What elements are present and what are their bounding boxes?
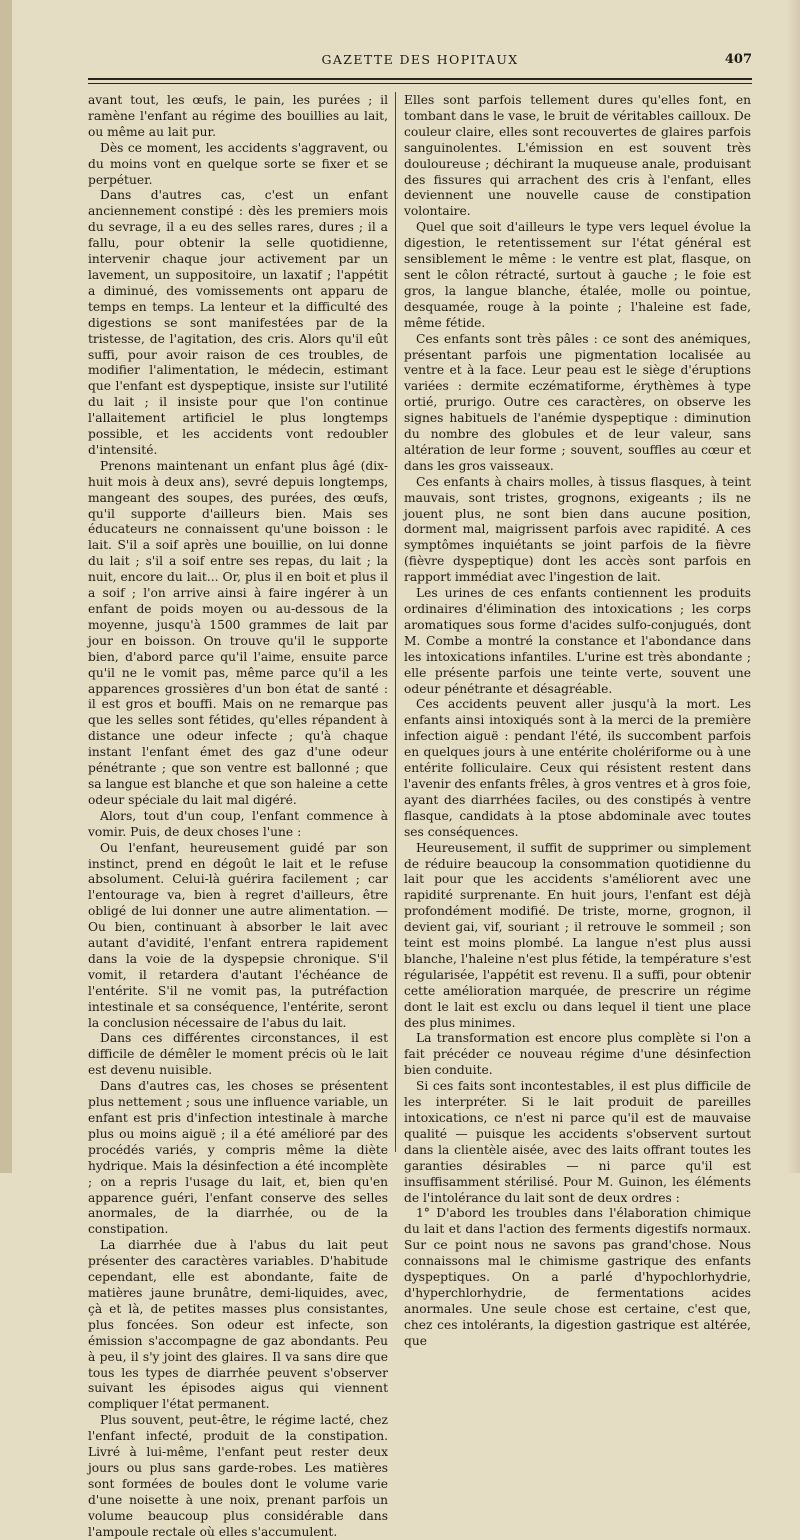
paragraph: Ces accidents peuvent aller jusqu'à la mort. Les enfants ainsi intoxiqués sont à la merci de la première infection aiguë : pendant l'été, ils succombent parfois en quelques jours à une entérite cholériforme ou à une entérite folliculaire. Ceux qui résistent restent dans l'avenir des enfants frêles, à gros ventres et à gros foie, ayant des diarrhées faciles, ou des constipés à ventre flasque, candidats à la ptose abdominale avec toutes ses conséquences.	[404, 697, 751, 839]
binding-edge	[0, 0, 12, 1173]
paragraph: Heureusement, il suffit de supprimer ou simplement de réduire beaucoup la consommation quotidienne du lait pour que les accidents s'améliorent avec une rapidité surprenante. En huit jours, l'enfant est déjà profondément modifié. De triste, morne, grognon, il devient gai, vif, souriant ; il retrouve le sommeil ; son teint est moins plombé. La langue n'est plus aussi blanche, l'haleine n'est plus fétide, la température s'est régularisée, l'appétit est revenu. Il a suffi, pour obtenir cette amélioration marquée, de prescrire un régime dont le lait est exclu ou dans lequel il tient une place des plus minimes.	[404, 840, 751, 1030]
header-rule-thick	[88, 78, 752, 80]
paragraph: Elles sont parfois tellement dures qu'elles font, en tombant dans le vase, le bruit de véritables cailloux. De couleur claire, elles sont recouvertes de glaires parfois sanguinolentes. L'émission en est souvent très douloureuse ; déchirant la muqueuse anale, produisant des fissures qui arrachent des cris à l'enfant, elles deviennent une nouvelle cause de constipation volontaire.	[404, 93, 751, 219]
running-title: GAZETTE DES HOPITAUX	[321, 52, 519, 67]
column-divider	[395, 92, 396, 1152]
paragraph: 1° D'abord les troubles dans l'élaboration chimique du lait et dans l'action des ferments digestifs normaux. Sur ce point nous ne savons pas grand'chose. Nous connaissons mal le chimisme gastrique des enfants dyspeptiques. On a parlé d'hypochlorhydrie, d'hyperchlorhydrie, de fermentations acides anormales. Une seule chose est certaine, c'est que, chez ces intolérants, la digestion gastrique est altérée, que	[404, 1206, 751, 1348]
left-column	[88, 93, 388, 1539]
paragraph: La diarrhée due à l'abus du lait peut présenter des caractères variables. D'habitude cependant, elle est abondante, faite de matières jaune brunâtre, demi-liquides, avec, çà et là, de petites masses plus consistantes, plus foncées. Son odeur est infecte, son émission s'accompagne de gaz abondants. Peu à peu, il s'y joint des glaires. Il va sans dire que tous les types de diarrhée peuvent s'observer suivant les épisodes aigus qui viennent compliquer l'état permanent.	[88, 1238, 388, 1412]
header-rule-thin	[88, 83, 752, 84]
paragraph: Ces enfants à chairs molles, à tissus flasques, à teint mauvais, sont tristes, grognons, exigeants ; ils ne jouent plus, ne sont bien dans aucune position, dorment mal, maigrissent parfois avec rapidité. A ces symptômes inquiétants se joint parfois de la fièvre (fièvre dyspeptique) dont les accès sont parfois en rapport immédiat avec l'ingestion de lait.	[404, 474, 751, 585]
paragraph: Dès ce moment, les accidents s'aggravent, ou du moins vont en quelque sorte se fixer et se perpétuer.	[88, 140, 388, 187]
page-number: 407	[724, 52, 752, 67]
paragraph: Dans ces différentes circonstances, il est difficile de démêler le moment précis où le lait est devenu nuisible.	[88, 1031, 388, 1078]
right-column	[404, 93, 751, 1348]
paragraph: avant tout, les œufs, le pain, les purées ; il ramène l'enfant au régime des bouillies au lait, ou même au lait pur.	[88, 93, 388, 139]
paragraph: Plus souvent, peut-être, le régime lacté, chez l'enfant infecté, produit de la constipation. Livré à lui-même, l'enfant peut rester deux jours ou plus sans garde-robes. Les matières sont formées de boules dont le volume varie d'une noisette à une noix, prenant parfois un volume beaucoup plus considérable dans l'ampoule rectale où elles s'accumulent.	[88, 1413, 388, 1539]
paragraph: Ou l'enfant, heureusement guidé par son instinct, prend en dégoût le lait et le refuse absolument. Celui-là guérira facilement ; car l'entourage va, bien à regret d'ailleurs, être obligé de lui donner une autre alimentation. — Ou bien, continuant à absorber le lait avec autant d'avidité, l'enfant entrera rapidement dans la voie de la dyspepsie chronique. S'il vomit, il retardera d'autant l'échéance de l'entérite. S'il ne vomit pas, la putréfaction intestinale et sa conséquence, l'entérite, seront la conclusion nécessaire de l'abus du lait.	[88, 840, 388, 1030]
paragraph: Si ces faits sont incontestables, il est plus difficile de les interpréter. Si le lait produit de pareilles intoxications, ce n'est ni parce qu'il est de mauvaise qualité — puisque les accidents s'observent surtout dans la clientèle aisée, avec des laits offrant toutes les garanties désirables — ni parce qu'il est insuffisamment stérilisé. Pour M. Guinon, les éléments de l'intolérance du lait sont de deux ordres :	[404, 1079, 751, 1205]
paragraph: Ces enfants sont très pâles : ce sont des anémiques, présentant parfois une pigmentation localisée au ventre et à la face. Leur peau est le siège d'éruptions variées : dermite eczématiforme, érythèmes à type ortié, prurigo. Outre ces caractères, on observe les signes habituels de l'anémie dyspeptique : diminution du nombre des globules et de leur valeur, sans altération de leur forme ; souvent, souffles au cœur et dans les gros vaisseaux.	[404, 331, 751, 473]
paragraph: Dans d'autres cas, c'est un enfant anciennement constipé : dès les premiers mois du sevrage, il a eu des selles rares, dures ; il a fallu, pour obtenir la selle quotidienne, intervenir chaque jour activement par un lavement, un suppositoire, un laxatif ; l'appétit a diminué, des vomissements ont apparu de temps en temps. La lenteur et la difficulté des digestions se sont manifestées par de la tristesse, de l'agitation, des cris. Alors qu'il eût suffi, pour avoir raison de ces troubles, de modifier l'alimentation, le médecin, estimant que l'enfant est dyspeptique, insiste sur l'utilité du lait ; il insiste pour que l'on continue l'allaitement artificiel le plus longtemps possible, et les accidents vont redoubler d'intensité.	[88, 188, 388, 457]
paragraph: Quel que soit d'ailleurs le type vers lequel évolue la digestion, le retentissement sur l'état général est sensiblement le même : le ventre est plat, flasque, on sent le côlon rétracté, surtout à gauche ; le foie est gros, la langue blanche, étalée, molle ou pointue, desquamée, rouge à la pointe ; l'haleine est fade, même fétide.	[404, 220, 751, 330]
paragraph: Les urines de ces enfants contiennent les produits ordinaires d'élimination des intoxications ; les corps aromatiques sous forme d'acides sulfo-conjugués, dont M. Combe a montré la constance et l'abondance dans les intoxications infantiles. L'urine est très abondante ; elle présente parfois une teinte verte, souvent une odeur pénétrante et désagréable.	[404, 586, 751, 696]
paragraph: Dans d'autres cas, les choses se présentent plus nettement ; sous une influence variable, un enfant est pris d'infection intestinale à marche plus ou moins aiguë ; il a été amélioré par des procédés variés, y compris même la diète hydrique. Mais la désinfection a été incomplète ; on a repris l'usage du lait, et, bien qu'en apparence guéri, l'enfant conserve des selles anormales, de la diarrhée, ou de la constipation.	[88, 1079, 388, 1237]
page-edge	[786, 0, 800, 1173]
paragraph: Alors, tout d'un coup, l'enfant commence à vomir. Puis, de deux choses l'une :	[88, 808, 388, 839]
paragraph: Prenons maintenant un enfant plus âgé (dix-huit mois à deux ans), sevré depuis longtemps, mangeant des soupes, des purées, des œufs, qu'il supporte d'ailleurs bien. Mais ses éducateurs ne connaissent qu'une boisson : le lait. S'il a soif après une bouillie, on lui donne du lait ; s'il a soif entre ses repas, du lait ; la nuit, encore du lait... Or, plus il en boit et plus il a soif ; l'on arrive ainsi à faire ingérer à un enfant de poids moyen ou au-dessous de la moyenne, jusqu'à 1500 grammes de lait par jour en boisson. On trouve qu'il le supporte bien, d'abord parce qu'il l'aime, ensuite parce qu'il ne le vomit pas, même parce qu'il a les apparences grossières d'un bon état de santé : il est gros et bouffi. Mais on ne remarque pas que les selles sont fétides, qu'elles répandent à distance une odeur infecte ; qu'à chaque instant l'enfant émet des gaz d'une odeur pénétrante ; que son ventre est ballonné ; que sa langue est blanche et que son haleine a cette odeur spéciale du lait mal digéré.	[88, 458, 388, 807]
running-header	[88, 52, 752, 74]
paragraph: La transformation est encore plus complète si l'on a fait précéder ce nouveau régime d'une désinfection bien conduite.	[404, 1031, 751, 1078]
